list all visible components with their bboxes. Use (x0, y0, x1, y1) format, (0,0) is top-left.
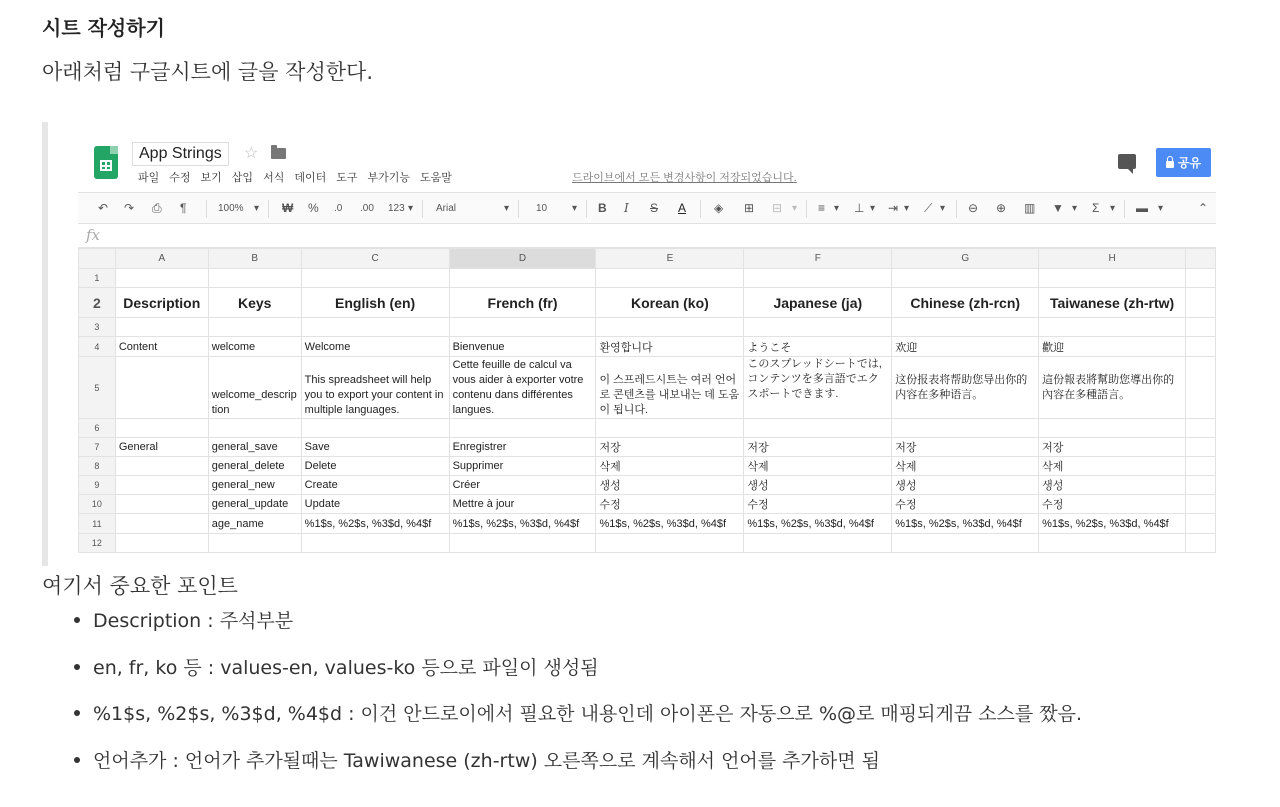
table-cell[interactable]: 저장 (596, 438, 744, 457)
table-cell[interactable]: general_update (208, 495, 301, 514)
comment-icon[interactable] (1118, 154, 1136, 169)
currency-format-button[interactable]: ₩ (282, 201, 294, 215)
col-header-e[interactable]: E (596, 249, 744, 269)
row-number[interactable]: 4 (79, 337, 116, 357)
table-cell[interactable]: 삭제 (1039, 457, 1186, 476)
menu-format[interactable]: 서식 (263, 172, 285, 184)
table-cell[interactable]: 저장 (744, 438, 892, 457)
list-item: %1$s, %2$s, %3$d, %4$d : 이건 안드로이에서 필요한 내용인데 아이폰은 자동으로 %@로 매핑되게끔 소스를 짰음. (74, 699, 1082, 746)
table-cell[interactable]: general_new (208, 476, 301, 495)
menu-help[interactable]: 도움말 (420, 172, 452, 184)
menu-addons[interactable]: 부가기능 (367, 172, 410, 184)
increase-decimal-button[interactable]: .00 (360, 203, 374, 214)
strikethrough-button[interactable]: S (650, 201, 659, 215)
col-header-d[interactable]: D (449, 249, 596, 269)
text-color-button[interactable]: A (678, 201, 687, 215)
zoom-select[interactable]: 100% (218, 203, 244, 214)
table-cell[interactable]: Update (301, 495, 449, 514)
table-cell[interactable]: %1$s, %2$s, %3$d, %4$f (1039, 514, 1186, 534)
saved-status-link[interactable]: 드라이브에서 모든 변경사항이 저장되었습니다. (572, 172, 797, 184)
share-label: 공유 (1177, 156, 1202, 170)
table-cell[interactable]: 이 스프레드시트는 여러 언어로 콘텐츠를 내보내는 데 도움이 됩니다. (596, 357, 744, 419)
align-left-icon[interactable]: ≡ (818, 201, 826, 215)
bold-button[interactable]: B (598, 201, 607, 215)
spreadsheet-screenshot (78, 134, 1216, 548)
table-cell[interactable]: 생성 (596, 476, 744, 495)
header-cell[interactable]: English (en) (301, 288, 449, 318)
menu-insert[interactable]: 삽입 (231, 172, 254, 184)
font-chevron-down-icon[interactable]: ▾ (504, 203, 510, 214)
table-cell[interactable]: Content (115, 337, 208, 357)
table-cell[interactable]: general_save (208, 438, 301, 457)
redo-icon[interactable]: ↷ (124, 201, 135, 215)
table-cell[interactable]: 생성 (744, 476, 892, 495)
menu-bar (138, 169, 452, 185)
row-number[interactable]: 5 (79, 357, 116, 419)
col-header-extra[interactable] (1186, 249, 1216, 269)
header-cell[interactable]: Description (115, 288, 208, 318)
section-heading: 시트 작성하기 (42, 16, 165, 40)
collapse-chevron-up-icon[interactable]: ⌃ (1198, 201, 1209, 215)
formula-bar[interactable] (78, 224, 1216, 248)
rotation-chevron-down-icon[interactable]: ▾ (940, 203, 946, 214)
paint-format-icon[interactable]: ¶ (180, 201, 187, 215)
table-cell[interactable]: Enregistrer (449, 438, 596, 457)
header-cell[interactable]: Chinese (zh-rcn) (892, 288, 1039, 318)
spreadsheet-grid (78, 248, 1216, 553)
table-cell[interactable]: Save (301, 438, 449, 457)
table-cell[interactable]: 삭제 (744, 457, 892, 476)
font-select[interactable]: Arial (436, 203, 457, 214)
table-cell[interactable]: Supprimer (449, 457, 596, 476)
row-number[interactable]: 6 (79, 419, 116, 438)
header-cell[interactable]: Keys (208, 288, 301, 318)
table-cell[interactable]: 歡迎 (1039, 337, 1186, 357)
star-icon[interactable]: ☆ (244, 145, 259, 162)
table-cell[interactable]: 삭제 (892, 457, 1039, 476)
row-number[interactable]: 2 (79, 288, 116, 318)
table-cell[interactable]: 这份报表将帮助您导出你的内容在多种语言。 (892, 357, 1039, 419)
table-cell[interactable]: %1$s, %2$s, %3$d, %4$f (892, 514, 1039, 534)
list-item: 언어추가 : 언어가 추가될때는 Tawiwanese (zh-rtw) 오른쪽으로 계속해서 언어를 추가하면 됨 (74, 746, 1082, 793)
corner-cell[interactable] (79, 249, 116, 269)
table-cell[interactable] (115, 457, 208, 476)
table-cell[interactable]: %1$s, %2$s, %3$d, %4$f (301, 514, 449, 534)
decrease-decimal-button[interactable]: .0 (334, 203, 343, 214)
functions-icon[interactable]: Σ (1092, 201, 1100, 215)
toolbar (78, 192, 1216, 224)
table-cell[interactable]: General (115, 438, 208, 457)
table-cell[interactable]: 삭제 (596, 457, 744, 476)
sheets-logo-icon[interactable] (94, 146, 118, 179)
table-cell[interactable]: %1$s, %2$s, %3$d, %4$f (744, 514, 892, 534)
functions-chevron-down-icon[interactable]: ▾ (1110, 203, 1116, 214)
table-cell[interactable]: ようこそ (744, 337, 892, 357)
percent-format-button[interactable]: % (308, 201, 319, 215)
insert-chart-icon[interactable]: ▥ (1024, 201, 1036, 215)
formats-chevron-down-icon[interactable]: ▾ (408, 203, 414, 214)
input-tools-icon[interactable]: ▬ (1136, 201, 1148, 215)
table-cell[interactable]: 생성 (892, 476, 1039, 495)
table-cell[interactable]: Cette feuille de calcul va vous aider à exporter votre contenu dans différentes langues. (449, 357, 596, 419)
row-number[interactable]: 9 (79, 476, 116, 495)
table-cell[interactable]: general_delete (208, 457, 301, 476)
row-number[interactable]: 3 (79, 318, 116, 337)
table-cell[interactable]: Create (301, 476, 449, 495)
table-cell[interactable]: 수정 (1039, 495, 1186, 514)
table-cell[interactable]: Mettre à jour (449, 495, 596, 514)
zoom-chevron-down-icon[interactable]: ▾ (254, 203, 260, 214)
valign-chevron-down-icon[interactable]: ▾ (870, 203, 876, 214)
row-number[interactable]: 1 (79, 269, 116, 288)
table-cell[interactable]: welcome_description (208, 357, 301, 419)
table-cell[interactable]: welcome (208, 337, 301, 357)
menu-data[interactable]: 데이터 (294, 172, 327, 184)
insert-link-icon[interactable]: ⊖ (968, 201, 979, 215)
more-formats-button[interactable]: 123 (388, 203, 405, 214)
col-header-f[interactable]: F (744, 249, 892, 269)
table-cell[interactable]: %1$s, %2$s, %3$d, %4$f (449, 514, 596, 534)
table-cell[interactable]: Delete (301, 457, 449, 476)
table-cell[interactable]: Créer (449, 476, 596, 495)
text-rotation-icon[interactable]: ⟋ (924, 201, 933, 215)
intro-text: 아래처럼 구글시트에 글을 작성한다. (42, 60, 373, 84)
table-cell[interactable]: 수정 (892, 495, 1039, 514)
menu-file[interactable]: 파일 (138, 172, 160, 184)
col-header-b[interactable]: B (208, 249, 301, 269)
lock-icon (1166, 161, 1174, 168)
row-number[interactable]: 11 (79, 514, 116, 534)
merge-chevron-down-icon[interactable]: ▾ (792, 203, 798, 214)
size-chevron-down-icon[interactable]: ▾ (572, 203, 578, 214)
table-cell[interactable]: 欢迎 (892, 337, 1039, 357)
row-number[interactable]: 12 (79, 534, 116, 553)
undo-icon[interactable]: ↶ (98, 201, 109, 215)
table-cell[interactable]: 저장 (892, 438, 1039, 457)
header-cell[interactable]: Taiwanese (zh-rtw) (1039, 288, 1186, 318)
list-item: Description : 주석부분 (74, 606, 1082, 653)
col-header-h[interactable]: H (1039, 249, 1186, 269)
font-size-select[interactable]: 10 (536, 203, 548, 214)
menu-edit[interactable]: 수정 (169, 172, 191, 184)
header-cell[interactable]: Japanese (ja) (744, 288, 892, 318)
row-number[interactable]: 7 (79, 438, 116, 457)
row-number[interactable]: 8 (79, 457, 116, 476)
insert-comment-icon[interactable]: ⊕ (996, 201, 1007, 215)
table-cell[interactable]: 수정 (596, 495, 744, 514)
filter-chevron-down-icon[interactable]: ▾ (1072, 203, 1078, 214)
table-cell[interactable]: 저장 (1039, 438, 1186, 457)
valign-bottom-icon[interactable]: ⊥ (854, 201, 865, 215)
menu-tools[interactable]: 도구 (336, 172, 358, 184)
table-cell[interactable]: Bienvenue (449, 337, 596, 357)
table-cell[interactable]: age_name (208, 514, 301, 534)
table-cell[interactable]: 생성 (1039, 476, 1186, 495)
table-cell[interactable] (115, 357, 208, 419)
table-cell[interactable]: 수정 (744, 495, 892, 514)
header-cell[interactable]: Korean (ko) (596, 288, 744, 318)
italic-button[interactable]: I (624, 201, 629, 215)
table-cell[interactable] (115, 495, 208, 514)
col-header-a[interactable]: A (115, 249, 208, 269)
col-header-c[interactable]: C (301, 249, 449, 269)
points-list (74, 606, 1082, 792)
fill-color-icon[interactable]: ◈ (714, 201, 724, 215)
filter-icon[interactable]: ▼ (1052, 201, 1064, 215)
table-cell[interactable] (115, 514, 208, 534)
table-cell[interactable]: This spreadsheet will help you to export your content in multiple languages. (301, 357, 449, 419)
table-cell[interactable]: Welcome (301, 337, 449, 357)
folder-icon[interactable] (271, 148, 286, 159)
table-cell[interactable]: 這份報表將幫助您導出你的內容在多種語言。 (1039, 357, 1186, 419)
table-cell[interactable]: %1$s, %2$s, %3$d, %4$f (596, 514, 744, 534)
wrap-chevron-down-icon[interactable]: ▾ (904, 203, 910, 214)
row-number[interactable]: 10 (79, 495, 116, 514)
input-tools-chevron-down-icon[interactable]: ▾ (1158, 203, 1164, 214)
table-cell[interactable] (115, 476, 208, 495)
table-cell[interactable]: 환영합니다 (596, 337, 744, 357)
col-header-g[interactable]: G (892, 249, 1039, 269)
fx-icon: fx (86, 226, 101, 244)
print-icon[interactable]: ⎙ (152, 201, 162, 215)
merge-cells-icon[interactable]: ⊟ (772, 201, 783, 215)
header-cell[interactable]: French (fr) (449, 288, 596, 318)
table-cell[interactable]: このスプレッドシートでは,コンテンツを多言語でエクスポートできます. (744, 357, 892, 419)
align-chevron-down-icon[interactable]: ▾ (834, 203, 840, 214)
menu-view[interactable]: 보기 (200, 172, 222, 184)
share-button[interactable] (1156, 148, 1211, 177)
text-wrap-icon[interactable]: ⇥ (888, 201, 899, 215)
document-title[interactable]: App Strings (132, 142, 229, 166)
list-item: en, fr, ko 등 : values-en, values-ko 등으로 파일이 생성됨 (74, 653, 1082, 700)
points-title: 여기서 중요한 포인트 (42, 574, 238, 598)
borders-icon[interactable]: ⊞ (744, 201, 755, 215)
